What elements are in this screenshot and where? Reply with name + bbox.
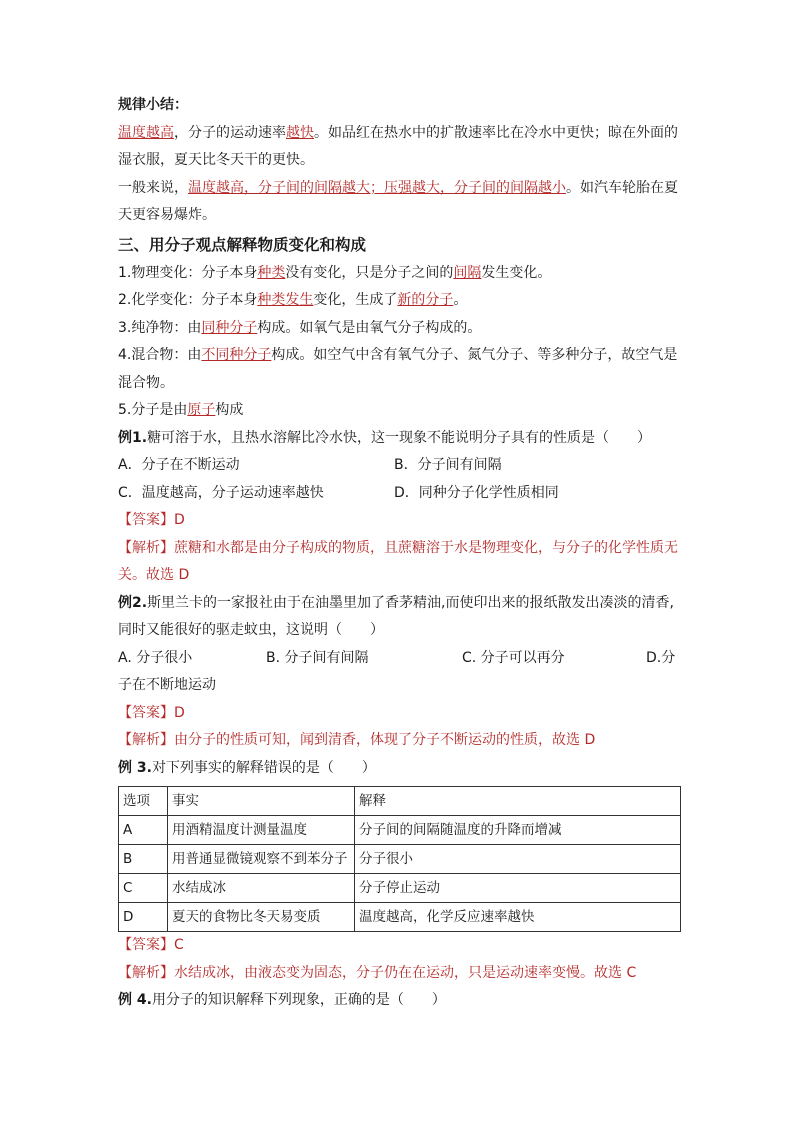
example-tag: 例 4. bbox=[118, 992, 152, 1008]
table-header-cell: 解释 bbox=[355, 787, 681, 816]
table-cell: 水结成冰 bbox=[168, 874, 355, 903]
table-row bbox=[119, 903, 681, 932]
table-cell: 分子停止运动 bbox=[355, 874, 681, 903]
answer-label: 【答案】 bbox=[118, 512, 174, 528]
example-2-option-cont: 子在不断地运动 bbox=[118, 677, 216, 693]
table-header-row bbox=[119, 787, 681, 816]
table-row bbox=[119, 845, 681, 874]
underlined-answer: 温度越高 bbox=[118, 124, 174, 141]
option-a: A. 分子很小 bbox=[118, 649, 193, 666]
option-c: C．温度越高，分子运动速率越快 bbox=[118, 484, 324, 501]
option-b: B. 分子间有间隔 bbox=[266, 649, 369, 666]
example-2-analysis: 【解析】由分子的性质可知，闻到清香，体现了分子不断运动的性质，故选 D bbox=[118, 732, 596, 748]
option-c: C. 分子可以再分 bbox=[462, 649, 565, 666]
table-cell: 分子很小 bbox=[355, 845, 681, 874]
table-cell: C bbox=[119, 874, 168, 903]
example-1-answer bbox=[118, 507, 678, 535]
summary-paragraph-2-cont: 天更容易爆炸。 bbox=[118, 207, 216, 223]
table-row bbox=[119, 874, 681, 903]
example-1-analysis-cont: 关。故选 D bbox=[118, 567, 190, 583]
table-cell: 夏天的食物比冬天易变质 bbox=[168, 903, 355, 932]
summary-paragraph-2: 一般来说，温度越高，分子间的间隔越大；压强越大，分子间的间隔越小。如汽车轮胎在夏 bbox=[118, 179, 678, 196]
example-1-question: 例1.糖可溶于水，且热水溶解比冷水快，这一现象不能说明分子具有的性质是（ ） bbox=[118, 429, 652, 446]
example-2-answer bbox=[118, 700, 678, 728]
answer-value: C bbox=[174, 937, 184, 953]
answer-label: 【答案】 bbox=[118, 937, 174, 953]
table-cell: D bbox=[119, 903, 168, 932]
table-row bbox=[119, 816, 681, 845]
table-header-cell: 事实 bbox=[168, 787, 355, 816]
section-item-4-cont: 混合物。 bbox=[118, 374, 174, 391]
summary-heading: 规律小结： bbox=[118, 97, 188, 113]
section-item-3: 3.纯净物：由同种分子构成。如氧气是由氧气分子构成的。 bbox=[118, 319, 482, 336]
example-1-options-row-2 bbox=[118, 480, 678, 508]
section-heading: 三、用分子观点解释物质变化和构成 bbox=[118, 235, 367, 254]
option-d: D.分 bbox=[646, 649, 676, 666]
table-cell: B bbox=[119, 845, 168, 874]
table-header-cell: 选项 bbox=[119, 787, 168, 816]
answer-value: D bbox=[174, 512, 185, 528]
section-item-2: 2.化学变化：分子本身种类发生变化，生成了新的分子。 bbox=[118, 292, 468, 308]
summary-paragraph-1: 温度越高，分子的运动速率越快。如品红在热水中的扩散速率比在冷水中更快；晾在外面的 bbox=[118, 124, 678, 141]
analysis-label: 【解析】 bbox=[118, 964, 174, 981]
table-cell: 用普通显微镜观察不到苯分子 bbox=[168, 845, 355, 874]
summary-paragraph-1-cont: 湿衣服，夏天比冬天干的更快。 bbox=[118, 152, 314, 168]
underlined-answer: 温度越高，分子间的间隔越大；压强越大，分子间的间隔越小 bbox=[188, 179, 566, 196]
example-2-question: 例2.斯里兰卡的一家报社由于在油墨里加了香茅精油,而使印出来的报纸散发出凑淡的清香, bbox=[118, 594, 674, 611]
example-1-options-row-1 bbox=[118, 452, 678, 480]
analysis-label: 【解析】 bbox=[118, 732, 174, 748]
option-a: A．分子在不断运动 bbox=[118, 457, 240, 473]
option-b: B．分子间有间隔 bbox=[394, 457, 502, 473]
example-2-options bbox=[118, 645, 678, 673]
example-3-question: 例 3.对下列事实的解释错误的是（ ） bbox=[118, 759, 376, 776]
section-item-4: 4.混合物：由不同种分子构成。如空气中含有氧气分子、氮气分子、等多种分子，故空气是 bbox=[118, 347, 678, 363]
analysis-label: 【解析】 bbox=[118, 539, 174, 556]
section-item-1: 1.物理变化：分子本身种类没有变化，只是分子之间的间隔发生变化。 bbox=[118, 264, 552, 281]
option-d: D．同种分子化学性质相同 bbox=[394, 484, 559, 501]
example-tag: 例1. bbox=[118, 429, 148, 446]
example-tag: 例 3. bbox=[118, 759, 152, 776]
table-cell: 温度越高，化学反应速率越快 bbox=[355, 903, 681, 932]
facts-table bbox=[118, 786, 681, 932]
example-3-answer bbox=[118, 932, 678, 960]
document-page bbox=[118, 92, 678, 1015]
example-2-question-cont: 同时又能很好的驱走蚊虫，这说明（ ） bbox=[118, 622, 384, 638]
section-item-5: 5.分子是由原子构成 bbox=[118, 402, 244, 418]
answer-value: D bbox=[174, 704, 185, 721]
example-3-analysis: 【解析】水结成冰，由液态变为固态，分子仍在在运动，只是运动速率变慢。故选 C bbox=[118, 964, 637, 981]
example-4-question: 例 4.用分子的知识解释下列现象，正确的是（ ） bbox=[118, 992, 446, 1008]
table-cell: 用酒精温度计测量温度 bbox=[168, 816, 355, 845]
table-cell: A bbox=[119, 816, 168, 845]
answer-label: 【答案】 bbox=[118, 704, 174, 721]
underlined-answer: 越快 bbox=[286, 124, 314, 141]
table-cell: 分子间的间隔随温度的升降而增减 bbox=[355, 816, 681, 845]
example-tag: 例2. bbox=[118, 594, 148, 611]
example-1-analysis: 【解析】蔗糖和水都是由分子构成的物质，且蔗糖溶于水是物理变化，与分子的化学性质无 bbox=[118, 539, 678, 556]
